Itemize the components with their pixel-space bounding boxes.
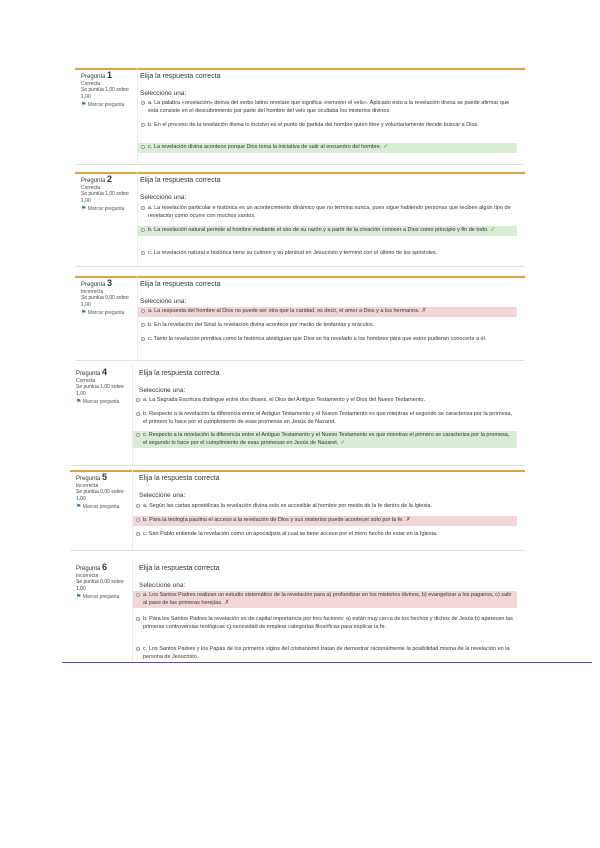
question-block — [75, 276, 525, 361]
question-content — [132, 560, 517, 662]
question-block — [70, 365, 525, 466]
check-icon: ✓ — [383, 144, 389, 150]
question-score: Se puntúa 0,00 sobre 1,00 — [81, 295, 129, 308]
answer-option-incorrect[interactable] — [138, 307, 517, 317]
option-text: a. Los Santos Padres realizan un estudio sistemático de la revelación para a) profundizar en los misterios divinos, b) evangelizar a los paganos, c) salir al paso de las primeras herejías. — [143, 592, 512, 606]
question-info — [76, 474, 126, 511]
answer-option[interactable] — [138, 204, 517, 221]
question-info — [76, 564, 126, 601]
question-state: Correcta — [81, 184, 101, 191]
option-text: c. Los Santos Padres y los Papas de los primeros siglos del cristianismo tratan de demostrar racionalmente la posibilidad misma de la revelación en la persona de Jesucristo. — [143, 646, 510, 660]
question-content — [137, 68, 517, 164]
flag-label: Marcar pregunta — [87, 102, 125, 108]
cross-icon: ✗ — [421, 308, 427, 314]
question-prompt: Elija la respuesta correcta — [139, 565, 220, 572]
option-text: a. La revelación particular e histórica es un acontecimiento dinámico que no termina nunca, pues sigue habiendo personas que reciben algún tipo de revelación como ocurre con muchos santos. — [148, 205, 511, 219]
question-label: Pregunta — [76, 566, 101, 572]
radio-button[interactable] — [141, 323, 145, 327]
question-content — [137, 276, 517, 360]
option-text: c. La revelación natural e histórica tiene su culmen y su plenitud en Jesucristo y terminó con el último de los apóstoles. — [148, 250, 438, 256]
question-info — [81, 72, 131, 109]
radio-button[interactable] — [136, 504, 140, 508]
answer-option[interactable] — [138, 321, 517, 331]
question-label: Pregunta — [81, 74, 106, 80]
question-prompt: Elija la respuesta correcta — [140, 281, 221, 288]
question-state: Incorrecta — [76, 482, 99, 489]
question-number — [81, 72, 131, 81]
flag-icon: ⚑ — [81, 102, 87, 108]
flag-icon: ⚑ — [81, 206, 87, 212]
radio-button[interactable] — [141, 251, 145, 255]
question-block — [70, 560, 525, 663]
question-score: Se puntúa 1,00 sobre 1,00 — [81, 87, 129, 100]
radio-button[interactable] — [141, 309, 145, 313]
question-number — [81, 176, 131, 185]
option-text: b. Para la teología paulina el acceso a la revelación de Dios y sus misterios puede acontecer solo por la fe. — [143, 517, 404, 523]
flag-question-button[interactable] — [81, 310, 131, 317]
option-text: c. Respecto a la revelación la diferencia entre el Antiguo Testamento y el Nuevo Testamento es que mientras el primero se caracteriza por la promesa, el segundo lo hace por el cumplimiento de esas promesas en Jesús de Nazaret. — [143, 432, 510, 446]
question-state: Correcta — [76, 377, 96, 384]
option-text: b. Para los Santos Padres la revelación es de capital importancia por tres factores: a) están muy cerca de los hechos y dichos de Jesús b) aparecen las primeras controversias teológicas c) necesidad de emplear categorías filosóficas para explicar la fe. — [143, 616, 513, 630]
question-state: Incorrecta — [76, 572, 99, 579]
question-label: Pregunta — [76, 476, 101, 482]
answer-option[interactable] — [138, 99, 517, 116]
flag-icon: ⚑ — [76, 504, 82, 510]
question-block — [75, 68, 525, 165]
flag-question-button[interactable] — [76, 504, 126, 511]
question-prompt: Elija la respuesta correcta — [140, 177, 221, 184]
question-label: Pregunta — [81, 282, 106, 288]
flag-question-button[interactable] — [76, 594, 126, 601]
option-text: a. La palabra «revelación» deriva del verbo latino revelare que significa «remover el velo». Aplicado esto a la revelación divina se puede afirmar que esta consiste en el descubrimiento por parte del hombre del velo que ocultaba los misterios divinos. — [148, 100, 510, 114]
question-score: Se puntúa 1,00 sobre 1,00 — [76, 384, 124, 397]
radio-button[interactable] — [136, 617, 140, 621]
flag-question-button[interactable] — [76, 399, 126, 406]
question-number-value: 3 — [107, 278, 113, 288]
flag-label: Marcar pregunta — [82, 594, 120, 600]
question-number-value: 2 — [107, 174, 113, 184]
flag-label: Marcar pregunta — [82, 504, 120, 510]
option-text: b. En la revelación del Sinaí la revelación divina acontece por medio de teofanías y oráculos. — [148, 322, 375, 328]
answer-option-correct[interactable] — [133, 431, 517, 448]
question-prompt: Elija la respuesta correcta — [139, 475, 220, 482]
cross-icon: ✗ — [224, 599, 230, 606]
answer-option[interactable] — [133, 530, 517, 540]
question-label: Pregunta — [81, 178, 106, 184]
cross-icon: ✗ — [405, 517, 411, 523]
flag-question-button[interactable] — [81, 206, 131, 213]
radio-button[interactable] — [136, 593, 140, 597]
radio-button[interactable] — [141, 228, 145, 232]
question-number-value: 4 — [102, 367, 108, 377]
flag-label: Marcar pregunta — [87, 310, 125, 316]
answer-option-correct[interactable] — [138, 143, 517, 153]
question-prompt: Elija la respuesta correcta — [139, 370, 220, 377]
radio-button[interactable] — [136, 647, 140, 651]
check-icon: ✓ — [340, 439, 346, 446]
option-text: b. Respecto a la revelación la diferencia entre el Antiguo Testamento y el Nuevo Testamento es que mientras el segundo se caracteriza por la promesa, el primero lo hace por el cumplimiento de esas promesas en Jesús de Nazaret. — [143, 411, 513, 425]
select-one-label: Seleccione una: — [139, 387, 186, 394]
flag-question-button[interactable] — [81, 102, 131, 109]
select-one-label: Seleccione una: — [140, 194, 187, 201]
question-state: Correcta — [81, 80, 101, 87]
radio-button[interactable] — [136, 518, 140, 522]
radio-button[interactable] — [141, 337, 145, 341]
question-number-value: 1 — [107, 70, 113, 80]
answer-option[interactable] — [138, 121, 517, 131]
question-state: Incorrecta — [81, 288, 104, 295]
question-number-value: 5 — [102, 472, 108, 482]
answer-option[interactable] — [133, 502, 517, 512]
question-number — [76, 564, 126, 573]
question-number — [76, 474, 126, 483]
question-number — [81, 280, 131, 289]
answer-option[interactable] — [133, 410, 517, 427]
question-label: Pregunta — [76, 371, 101, 377]
page-divider — [62, 662, 592, 663]
question-score: Se puntúa 0,00 sobre 1,00 — [76, 579, 124, 592]
check-icon: ✓ — [490, 227, 496, 233]
question-content — [137, 172, 517, 266]
select-one-label: Seleccione una: — [139, 492, 186, 499]
option-text: b. En el proceso de la revelación divina lo incisivo es el punto de partida del hombre quien libre y voluntariamente decide buscar a Dios. — [148, 122, 479, 128]
option-text: c. San Pablo entiende la revelación como un apocalipsis al cual se tiene acceso por el mero hecho de estar en la Iglesia. — [143, 531, 438, 537]
answer-option[interactable] — [133, 615, 517, 632]
radio-button[interactable] — [136, 433, 140, 437]
option-text: c. La revelación divina acontece porque Dios toma la iniciativa de salir al encuentro del hombre. — [148, 144, 382, 150]
radio-button[interactable] — [136, 398, 140, 402]
question-score: Se puntúa 1,00 sobre 1,00 — [81, 191, 129, 204]
question-score: Se puntúa 0,00 sobre 1,00 — [76, 489, 124, 502]
radio-button[interactable] — [136, 532, 140, 536]
question-block — [75, 172, 525, 267]
question-block — [70, 470, 525, 551]
answer-option[interactable] — [138, 335, 517, 345]
question-number — [76, 369, 126, 378]
option-text: a. La Sagrada Escritura distingue entre dos dioses, el Dios del Antiguo Testamento y el Dios del Nuevo Testamento. — [143, 397, 425, 403]
select-one-label: Seleccione una: — [139, 582, 186, 589]
flag-label: Marcar pregunta — [87, 206, 125, 212]
question-content — [132, 365, 517, 465]
answer-option-correct[interactable] — [138, 226, 517, 236]
radio-button[interactable] — [136, 412, 140, 416]
flag-icon: ⚑ — [76, 399, 82, 405]
radio-button[interactable] — [141, 123, 145, 127]
question-number-value: 6 — [102, 562, 108, 572]
question-info — [81, 280, 131, 317]
option-text: a. La respuesta del hombre al Dios no puede ser otra que la caridad, es decir, el amor a Dios y a los hermanos. — [148, 308, 420, 314]
answer-option-incorrect[interactable] — [133, 591, 517, 608]
select-one-label: Seleccione una: — [140, 298, 187, 305]
question-content — [132, 470, 517, 550]
option-text: b. La revelación natural permite al hombre mediante el uso de su razón y a partir de la creación conocer a Dios como principio y fin de todo. — [148, 227, 489, 233]
flag-icon: ⚑ — [76, 594, 82, 600]
question-info — [81, 176, 131, 213]
select-one-label: Seleccione una: — [140, 90, 187, 97]
answer-option[interactable] — [138, 249, 517, 259]
option-text: c. Tanto la revelación primitiva como la histórica atestiguan que Dios se ha revelado a los hombres para que estos pudieran conocerle a él. — [148, 336, 487, 342]
radio-button[interactable] — [141, 206, 145, 210]
option-text: a. Según las cartas apostólicas la revelación divina solo es accesible al hombre por medio de la fe dentro de la Iglesia. — [143, 503, 432, 509]
answer-option[interactable] — [133, 645, 517, 662]
answer-option[interactable] — [133, 396, 517, 406]
question-info — [76, 369, 126, 406]
question-prompt: Elija la respuesta correcta — [140, 73, 221, 80]
answer-option-incorrect[interactable] — [133, 516, 517, 526]
flag-icon: ⚑ — [81, 310, 87, 316]
radio-button[interactable] — [141, 101, 145, 105]
radio-button[interactable] — [141, 145, 145, 149]
flag-label: Marcar pregunta — [82, 399, 120, 405]
